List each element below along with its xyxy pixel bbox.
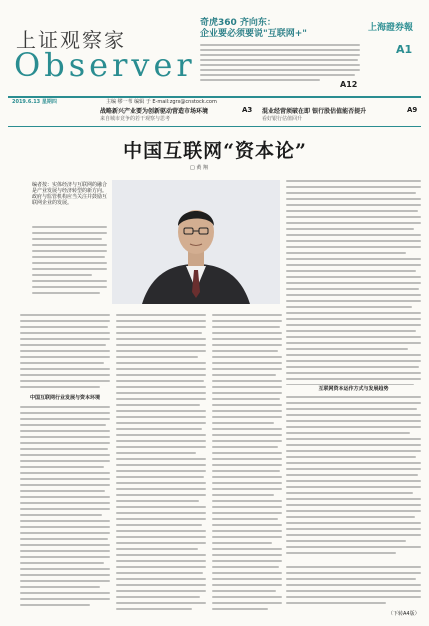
- top-headline: 奇虎360 齐向东： 企业要必须要说"互联网+": [200, 18, 307, 39]
- header-item-2[interactable]: [262, 106, 422, 124]
- top-headline-box: [200, 18, 360, 90]
- header-item-2-subtitle: 看好银行估值回升: [262, 116, 303, 122]
- header-item-2-title: 混业经营须破在即 银行股估值能否提升: [262, 108, 367, 115]
- section-title-cn: 上证观察家: [16, 28, 126, 52]
- right-upper-column: [286, 180, 421, 560]
- continued-note: （下转A4版）: [388, 611, 420, 617]
- date-line: 2019.6.13 星期四: [12, 99, 57, 105]
- header-item-2-page: A9: [407, 106, 418, 114]
- header-item-1[interactable]: [100, 106, 253, 124]
- body-column-3: [212, 314, 282, 614]
- header-item-1-subtitle: 来自城市竞争的若干观察与思考: [100, 116, 171, 122]
- header-rule: [8, 126, 421, 127]
- paper-logo: [368, 20, 423, 70]
- author-photo-illustration: [112, 180, 280, 304]
- top-headline-page: A12: [340, 80, 358, 89]
- header-item-1-title: 战略新兴产业要为创新驱动营造市场环境: [100, 108, 209, 115]
- lead-text: 编者按：实体经济与互联网的融合是产业发展与经济转型的新方向。政府与监管机构应当关注并鼓励互联网企业的发展。: [32, 182, 108, 206]
- paper-name: 上海證券報: [368, 23, 414, 33]
- section-heading-1: 中国互联网行业发展与资本环境: [29, 395, 100, 401]
- editor-line: 主编 缪一苇 编辑 于 E-mail:zgrx@cnstock.com: [106, 99, 217, 105]
- article-byline: □ 黄 翔: [190, 165, 208, 171]
- top-headline-text-lines: [200, 44, 360, 84]
- lead-block: [32, 182, 107, 304]
- header-item-1-page: A3: [242, 106, 253, 114]
- body-column-1: [20, 314, 110, 614]
- body-column-2: [116, 314, 206, 614]
- subheading: 互联网资本运作方式与发展趋势: [286, 385, 421, 392]
- author-photo: [112, 180, 280, 304]
- section-title-en: Observer: [14, 46, 196, 84]
- page-code: A1: [396, 43, 413, 56]
- article-headline: 中国互联网“资本论”: [123, 140, 307, 162]
